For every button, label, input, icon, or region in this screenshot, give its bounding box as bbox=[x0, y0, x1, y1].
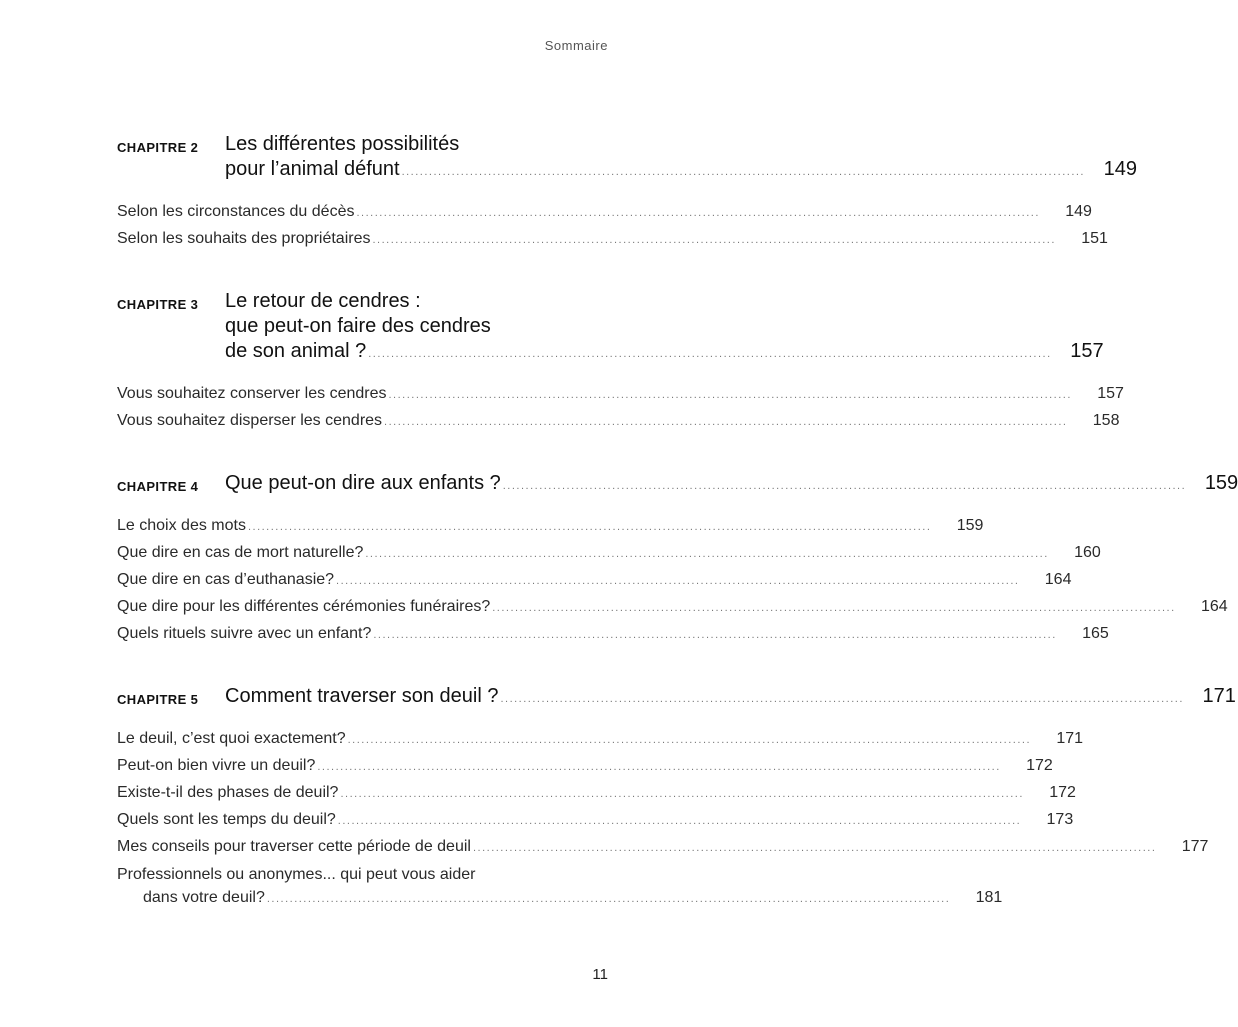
chapter-label: CHAPITRE 5 bbox=[117, 692, 199, 707]
entry-page: 165 bbox=[1082, 625, 1109, 642]
dot-leader bbox=[384, 409, 1067, 435]
chapter-title-line: que peut-on faire des cendres bbox=[225, 315, 491, 337]
chapter-title bbox=[225, 471, 1238, 499]
chapter-heading[interactable] bbox=[117, 289, 1104, 367]
entry-title: Quels rituels suivre avec un enfant? bbox=[117, 625, 372, 642]
entry-title: Selon les circonstances du décès bbox=[117, 203, 355, 220]
entry-title-continuation: dans votre deuil? bbox=[143, 889, 265, 906]
chapter-page-number: 149 bbox=[1103, 158, 1137, 180]
entry-title: Le deuil, c’est quoi exactement? bbox=[117, 730, 346, 747]
dot-leader bbox=[473, 835, 1156, 861]
toc-entry[interactable] bbox=[117, 753, 1053, 780]
chapter-page-number: 157 bbox=[1070, 340, 1104, 362]
chapter-2 bbox=[117, 132, 1137, 253]
entry-page: 149 bbox=[1065, 203, 1092, 220]
toc-entry[interactable] bbox=[117, 567, 1072, 594]
chapter-3 bbox=[117, 289, 1124, 435]
entry-page: 173 bbox=[1046, 811, 1074, 828]
chapter-title-last-line: de son animal ? bbox=[225, 340, 367, 362]
chapter-page-number: 171 bbox=[1202, 685, 1236, 707]
entry-title-line: Professionnels ou anonymes... qui peut vous aider bbox=[117, 866, 476, 883]
entry-title: Que dire pour les différentes cérémonies funéraires? bbox=[117, 598, 491, 615]
dot-leader bbox=[492, 595, 1175, 621]
entry-page: 151 bbox=[1081, 230, 1108, 247]
toc-entry[interactable] bbox=[117, 540, 1101, 567]
entry-title: Que dire en cas d’euthanasie? bbox=[117, 571, 335, 588]
dot-leader bbox=[402, 160, 1085, 185]
chapter-heading[interactable] bbox=[117, 684, 1236, 712]
chapter-title bbox=[225, 132, 1137, 185]
toc-entry[interactable] bbox=[117, 226, 1108, 253]
chapter-page-number: 159 bbox=[1204, 472, 1238, 494]
entry-title: Que dire en cas de mort naturelle? bbox=[117, 544, 364, 561]
page-number: 11 bbox=[592, 966, 608, 983]
toc-entry[interactable] bbox=[117, 621, 1109, 648]
chapter-5 bbox=[117, 684, 1236, 911]
entry-page: 181 bbox=[975, 889, 1003, 906]
chapter-title bbox=[225, 289, 1104, 367]
entry-title: Vous souhaitez disperser les cendres bbox=[117, 412, 383, 429]
toc-entry[interactable] bbox=[117, 594, 1228, 621]
chapter-title-line: Le retour de cendres : bbox=[225, 290, 421, 312]
dot-leader bbox=[317, 754, 1000, 780]
table-of-contents bbox=[117, 132, 1238, 947]
entry-title: Selon les souhaits des propriétaires bbox=[117, 230, 371, 247]
dot-leader bbox=[365, 541, 1048, 567]
dot-leader bbox=[388, 382, 1071, 408]
entry-page: 172 bbox=[1049, 784, 1076, 801]
entry-page: 158 bbox=[1092, 412, 1120, 429]
toc-entry[interactable] bbox=[117, 408, 1120, 435]
chapter-heading[interactable] bbox=[117, 132, 1137, 185]
dot-leader bbox=[500, 687, 1183, 712]
chapter-label: CHAPITRE 4 bbox=[117, 479, 199, 494]
chapter-label: CHAPITRE 3 bbox=[117, 297, 199, 312]
entry-title: Vous souhaitez conserver les cendres bbox=[117, 385, 387, 402]
entry-page: 164 bbox=[1200, 598, 1228, 615]
entry-page: 172 bbox=[1026, 757, 1053, 774]
entry-page: 157 bbox=[1097, 385, 1124, 402]
entry-page: 160 bbox=[1074, 544, 1101, 561]
entry-page: 177 bbox=[1181, 838, 1209, 855]
chapter-4 bbox=[117, 471, 1238, 648]
dot-leader bbox=[267, 888, 950, 911]
toc-entry-multiline[interactable] bbox=[117, 861, 1003, 911]
dot-leader bbox=[336, 568, 1019, 594]
toc-entry[interactable] bbox=[117, 513, 984, 540]
chapter-label: CHAPITRE 2 bbox=[117, 140, 199, 155]
dot-leader bbox=[248, 514, 931, 540]
toc-entry[interactable] bbox=[117, 199, 1092, 226]
toc-entry[interactable] bbox=[117, 780, 1076, 807]
chapter-title-last-line: pour l’animal défunt bbox=[225, 158, 400, 180]
chapter-heading[interactable] bbox=[117, 471, 1238, 499]
dot-leader bbox=[373, 622, 1056, 648]
entry-title: Existe-t-il des phases de deuil? bbox=[117, 784, 339, 801]
entry-page: 159 bbox=[956, 517, 984, 534]
running-title: Sommaire bbox=[544, 38, 608, 53]
dot-leader bbox=[372, 227, 1055, 253]
dot-leader bbox=[338, 808, 1021, 834]
dot-leader bbox=[503, 474, 1186, 499]
dot-leader bbox=[368, 342, 1051, 367]
entry-title: Peut-on bien vivre un deuil? bbox=[117, 757, 316, 774]
toc-entry[interactable] bbox=[117, 807, 1074, 834]
chapter-title-line: Les différentes possibilités bbox=[225, 133, 460, 155]
entry-title: Mes conseils pour traverser cette période de deuil bbox=[117, 838, 471, 855]
chapter-title-last-line: Comment traverser son deuil ? bbox=[225, 685, 499, 707]
entry-page: 171 bbox=[1056, 730, 1084, 747]
dot-leader bbox=[348, 727, 1031, 753]
toc-entry[interactable] bbox=[117, 834, 1209, 861]
chapter-title-last-line: Que peut-on dire aux enfants ? bbox=[225, 472, 501, 494]
entry-title: Quels sont les temps du deuil? bbox=[117, 811, 336, 828]
entry-page: 164 bbox=[1044, 571, 1072, 588]
toc-entry[interactable] bbox=[117, 381, 1124, 408]
entry-title: Le choix des mots bbox=[117, 517, 246, 534]
dot-leader bbox=[356, 200, 1039, 226]
chapter-title bbox=[225, 684, 1236, 712]
dot-leader bbox=[340, 781, 1023, 807]
toc-entry[interactable] bbox=[117, 726, 1084, 753]
